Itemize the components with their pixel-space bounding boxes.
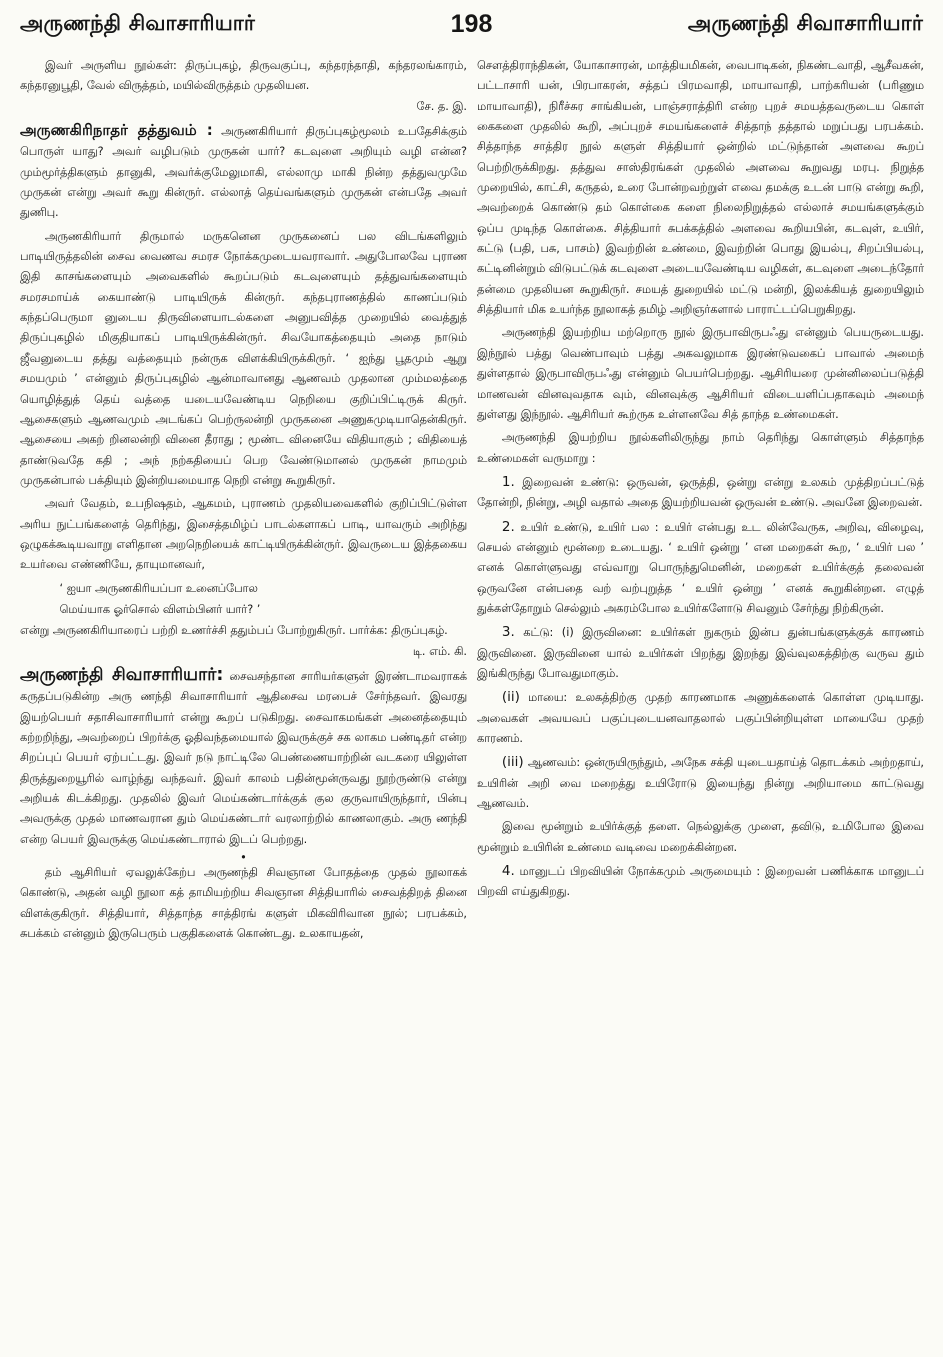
paragraph: அவர் வேதம், உபநிஷதம், ஆகமம், புராணம் முதலியவைகளில் குறிப்பிட்டுள்ள அரிய நுட்பங்களைத் தெரிந்து, இசைத்தமிழ்ப் பாடல்களாகப் பாடி, யாவரும் அறிந்து ஒழுகக்கூடியவாறு எளிதான அறநெறியைக் காட்டியிருக்கின்ருர். இவருடைய இத்தகைய உயர்வை எண்ணியே, தாயுமானவர்,: [20, 497, 467, 572]
numbered-paragraph: [477, 622, 924, 684]
numbered-paragraph: [477, 517, 924, 620]
item-number: 4.: [501, 863, 515, 880]
page-number: 198: [450, 9, 493, 38]
item-number: 1.: [501, 473, 515, 490]
paragraph-text: மாயை: உலகத்திற்கு முதற் காரணமாக அணுக்களைக் கொள்ள முடியாது. அவைகள் அவயவப் பகுப்புடையனவாதலால் பகுப்பின்றியுள்ள மாயையே முதற் காரணம்.: [477, 691, 924, 745]
paragraph-text: கட்டு: (i) இருவினை: உயிர்கள் நுகரும் இன்ப துன்பங்களுக்குக் காரணம் இருவினை. இருவினை யால் உயிர்கள் பிறந்து இறந்து இவ்வுலகத்திற்கு வருவ தும் இங்கிருந்து போவதுமாகும்.: [477, 626, 924, 680]
paragraph: [20, 56, 467, 117]
paragraph: அருணந்தி இயற்றிய மற்றொரு நூல் இருபாவிருபஃது என்னும் பெயருடையது. இந்நூல் பத்து வெண்பாவும் பத்து அகவலுமாக இரண்டுவகைப் பாவால் அமைந் துள்ளதால் இருபாவிருபஃது என்னும் பெயர்பெற்றது. ஆசிரியரை முன்னிலைப்படுத்தி மாணவன் வினவுவதாக வும், வினவுக்கு ஆசிரியர் விடையளிப்பதாகவும் அமைந் துள்ளது இந்நூல். ஆசிரியர் கூற்ருக உள்ளனவே சித் தாந்த உண்மைகள்.: [477, 326, 924, 421]
item-number: (ii): [501, 689, 520, 706]
paragraph-text: உயிர் உண்டு, உயிர் பல : உயிர் என்பது உட லின்வேருக, அறிவு, விழைவு, செயல் என்னும் மூன்றை உடையது. ‘ உயிர் ஒன்று ’ என மறைகள் கூற, ‘ உயிர் பல ’ எனக் கொள்ளுவது எவ்வாறு பொருந்துமெனின், மறைகள் உயிர்க்குத் தலைவன் ஒருவனே என்பதை வற் வற்புறுத்த ‘ உயிர் ஒன்று ’ எனக் கூறுகின்றன. எழுத் துக்கள்தோறும் செல்லும் அகரம்போல உயிர்களோடு சிவனும் சேர்ந்து நிற்கிருன்.: [477, 520, 924, 615]
item-number: 3.: [501, 624, 515, 641]
quote-line: ‘ ஐயா அருணகிரியப்பா உனைப்போல: [59, 581, 258, 595]
paragraph: சௌத்திராந்திகன், யோகாசாரன், மாத்தியமிகன், வைபாடிகன், நிகண்டவாதி, ஆசீவகன், பட்டாசாரி யன், பிரபாகரன், சத்தப் பிரமவாதி, மாயாவாதி, பாற்கரியன் (பரிணும மாயாவாதி), நிரீச்சுர சாங்கியன், பாஞ்சராத்திரி என்ற புறச் சமயத்தவருடைய கொள் கைகளை முதலில் கூறி, அப்புறச் சமயங்களைச் சித்தாந் தத்தால் மறுப்பது பரபக்கம். சித்தாந்த சாத்திர நூல் களுள் சித்தியார் ஒன்றில் மட்டுந்தான் அளவை கூறப் பெற்றிருக்கிறது. தத்துவ சாஸ்திரங்கள் முதலில் அளவை கூறுவது மரபு. நிறுத்த முறையில், காட்சி, கருதல், உரை போன்றவற்றுள் எவை தமக்கு உடன் பாடு என்று கூறி, அவற்றைக் கொண்டு தம் கொள்கை களை நிலைநிறுத்தல் எல்லாச் சமயங்களுக்கும் ஒப்ப முடிந்த கொள்கை. சித்தியார் சுபக்கத்தில் அளவை கூறியபின், கடவுள், உயிர், கட்டு (பதி, பசு, பாசம்) இவற்றின் உண்மை, இவற்றின் பொது இயல்பு, சிறப்பியல்பு, கட்டினின்றும் விடுபட்டுக் கடவுளை அடையவேண்டிய வழிகள், கடவுளை அடைந்தோர் தன்மை முதலியன கூறுகிருர். சமயத் துறையில் மட்டு மன்றி, இலக்கியத் துறையிலும் சித்தியார் மிக உயர்ந்த நூலாகத் தமிழ் அறிஞர்களால் பாராட்டப்பெறுகிறது.: [477, 59, 924, 317]
paragraph: அருணந்தி இயற்றிய நூல்களிலிருந்து நாம் தெரிந்து கொள்ளும் சித்தாந்த உண்மைகள் வருமாறு :: [477, 431, 924, 465]
bullet-mark: •: [240, 851, 247, 865]
numbered-paragraph: [477, 752, 924, 814]
author-initials: டி. எம். கி.: [412, 644, 467, 658]
paragraph-text: ஆணவம்: ஒன்ருயிருந்தும், அநேக சக்தி யுடையதாய்த் தொடக்கம் அற்றதாய், உயிரின் அறி வை மறைத்து உயிரோடு இயைந்து நின்று அறியாமை காட்டுவது ஆணவம்.: [477, 756, 924, 811]
paragraph: இவை மூன்றும் உயிர்க்குத் தளை. நெல்லுக்கு முளை, தவிடு, உமிபோல இவை மூன்றும் உயிரின் உண்மை வடிவை மறைக்கின்றன.: [477, 820, 924, 854]
paragraph-text: மானுடப் பிறவியின் நோக்கமும் அருமையும் : இறைவன் பணிக்காக மானுடப் பிறவி எய்துகிறது.: [477, 865, 924, 899]
paragraph: [20, 621, 467, 662]
paragraph: தம் ஆசிரியர் ஏவலுக்கேற்ப அருணந்தி சிவஞான போதத்தை முதல் நூலாகக் கொண்டு, அதன் வழி நூலா கத் தாமியற்றிய சிவஞான சித்தியாரில் சைவத்திறத் தினை விளக்குகிருர். சித்தியார், சித்தாந்த சாத்திரங் களுள் மிகவிரிவான நூல்; பரபக்கம், சுபக்கம் என்னும் இருபெரும் பகுதிகளைக் கொண்டது. உலகாயதன்,: [20, 866, 467, 941]
paragraph-text: அருணகிரியார் திருப்புகழ்மூலம் உபதேசிக்கும் பொருள் யாது? அவர் வழிபடும் முருகன் யார்? கடவுளை அறியும் வழி என்ன? மும்மூர்த்திகளும் தானுகி, அவர்க்குமேலுமாகி, எல்லாமு மாகி நின்ற தத்துவமுமே முருகன் என்று அவர் கூறு கின்ருர். எல்லாத் தெய்வங்களும் முருகன் என்பதே அவர் துணிபு.: [20, 125, 467, 220]
entry-heading: அருணகிரிநாதர் தத்துவம் :: [20, 121, 213, 140]
running-head-left: அருணந்தி சிவாசாரியார்: [20, 10, 256, 35]
right-column: [477, 56, 924, 1348]
running-head: [20, 4, 923, 44]
numbered-paragraph: [477, 687, 924, 749]
entry-heading: அருணந்தி சிவாசாரியார்:: [20, 664, 224, 685]
paragraph-text: சைவசந்தான சாரியர்களுள் இரண்டாமவராகக் கருதப்படுகின்ற அரு ணந்தி சிவாசாரியார் ஆதிசைவ மரபைச் சேர்ந்தவர். இவரது இயற்பெயர் சதாசிவாசாரியார் என்று கூறப் படுகிறது. சைவாகமங்கள் அனைத்தையும் கற்றறிந்து, அவற்றைப் பிறர்க்கு ஓதிவந்தமையால் இவருக்குச் சக லாகம பண்டிதர் என்ற சிறப்புப் பெயர் ஏற்பட்டது. இவர் நடு நாட்டிலே பெண்ணையாற்றின் வடகரை யிலுள்ள திருத்துறையூரில் வாழ்ந்து வந்தவர். இவர் காலம் பதின்மூன்ருவது நூற்ருண்டு என்று அறியக் கிடக்கிறது. முதலில் இவர் மெய்கண்டார்க்குக் குல குருவாயிருந்தார், பின்பு அவருக்கு முதல் மாணவரான தும் மெய்கண்டார் வரலாற்றில் காணலாகும். அரு ணந்தி என்ற பெயர் இவருக்கு மெய்கண்டாரால் இடப் பெற்றது.: [20, 669, 467, 846]
running-head-right: அருணந்தி சிவாசாரியார்: [687, 10, 923, 35]
numbered-paragraph: [477, 861, 924, 903]
paragraph-text: இவர் அருளிய நூல்கள்: திருப்புகழ், திருவகுப்பு, கந்தரந்தாதி, கந்தரலங்காரம், கந்தரனுபூதி, வேல் விருத்தம், மயில்விருத்தம் முதலியன.: [20, 59, 467, 93]
quote-line: மெய்யாக ஓர்சொல் விளம்பினர் யார்? ’: [59, 602, 261, 616]
left-column: [20, 56, 467, 1348]
item-number: (iii): [501, 754, 524, 771]
paragraph: அருணகிரியார் திருமால் மருகனென முருகனைப் பல விடங்களிலும் பாடியிருத்தலின் சைவ வைணவ சமரச நோக்கமுடையவராவார். அதுபோலவே புராண இதி காசங்களையும் அவைகளில் கூறப்படும் கடவுளையும் தத்துவங்களையும் சமரசமாய்க் கையாண்டு பாடியிருக் கின்ருர். கந்தபுராணத்தில் காணப்படும் கந்தப்பெருமா னுடைய திருவிளையாடல்களை அனுபவித்த முறையில் வைத்துத் திருப்புகழில் மிகுதியாகப் பாடியிருக்கின்ருர். சிவயோகத்தையும் அதை நாடும் ஜீவனுடைய தத்து வத்தையும் நன்ருக விளக்கியிருக்கிருர். ‘ ஐந்து பூதமும் ஆறு சமயமும் ’ என்னும் திருப்புகழில் ஆன்மாவானது ஆணவம் முதலான மும்மலத்தை யொழித்துத் தெய் வத்தை யடையவேண்டிய நெறியை குறிப்பிட்டிருக் கிருர். ஆசைகளும் ஆணவமும் அடங்கப் பெற்ருலன்றி முருகனை அணுகமுடியாதென்கிருர். ஆசையை அகற் றினலன்றி வினை தீராது ; மூண்ட வினையே விதியாகும் ; விதியைத் தாண்டுவதே கதி ; அந் நற்கதியைப் பெற வேண்டுமானல் முருகன் நாமமும் முருகன்பால் பக்தியும் இன்றியமையாத நெறி என்று கூறுகிருர்.: [20, 229, 467, 487]
paragraph-text: இறைவன் உண்டு: ஒருவன், ஒருத்தி, ஒன்று என்று உலகம் முத்திறப்பட்டுத் தோன்றி, நின்று, அழி வதால் அதை இயற்றியவன் ஒருவன் உண்டு. அவனே இறைவன்.: [477, 475, 924, 510]
item-number: 2.: [501, 518, 515, 535]
paragraph: [20, 120, 467, 224]
paragraph: [20, 665, 467, 850]
numbered-paragraph: [477, 472, 924, 514]
paragraph-text: என்று அருணகிரியாரைப் பற்றி உணர்ச்சி ததும்பப் போற்றுகிருர். பார்க்க: திருப்புகழ்.: [20, 624, 448, 638]
author-initials: சே. த. இ.: [416, 99, 467, 113]
